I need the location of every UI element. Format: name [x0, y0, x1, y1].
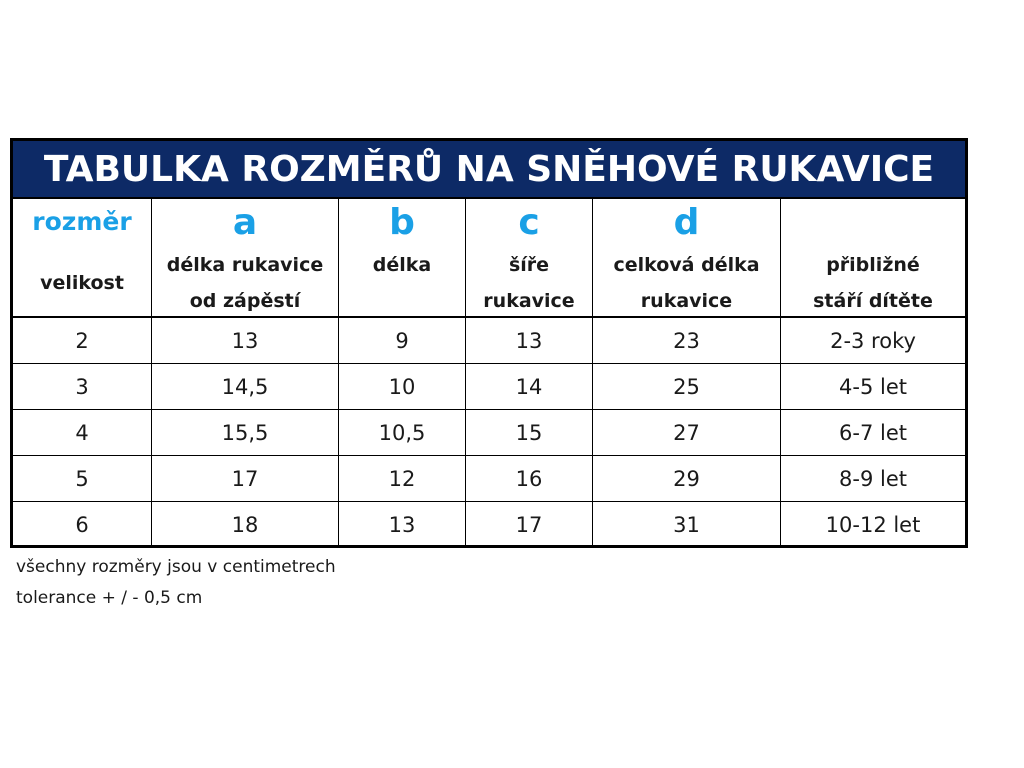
cell-value: 2 — [75, 328, 89, 353]
cell-value: 10,5 — [378, 420, 426, 445]
cell-d — [593, 318, 781, 363]
header-d-desc-line2: rukavice — [640, 290, 733, 312]
table-header-row — [13, 199, 965, 318]
table-row — [13, 502, 965, 548]
cell-value: 15,5 — [221, 420, 269, 445]
table-grid — [13, 199, 965, 545]
cell-c — [466, 410, 593, 455]
cell-age — [781, 410, 965, 455]
header-size-desc: velikost — [40, 272, 124, 294]
cell-value: 17 — [231, 466, 259, 491]
cell-age — [781, 318, 965, 363]
header-age-desc-line2: stáří dítěte — [813, 290, 933, 312]
cell-value: 13 — [515, 328, 543, 353]
cell-d — [593, 364, 781, 409]
header-cell-d — [593, 199, 781, 316]
cell-value: 27 — [673, 420, 700, 445]
cell-value: 18 — [231, 513, 259, 537]
cell-value: 4-5 let — [839, 374, 907, 399]
cell-value: 23 — [673, 328, 700, 353]
cell-size — [13, 364, 152, 409]
table-row — [13, 410, 965, 456]
header-cell-size — [13, 199, 152, 316]
header-c-desc-line1: šíře — [508, 254, 550, 276]
footnotes — [16, 552, 336, 614]
cell-value: 2-3 roky — [830, 328, 916, 353]
cell-b — [339, 410, 466, 455]
cell-c — [466, 456, 593, 501]
cell-c — [466, 502, 593, 548]
cell-a — [152, 364, 339, 409]
cell-value: 13 — [388, 513, 416, 537]
cell-age — [781, 502, 965, 548]
cell-a — [152, 410, 339, 455]
header-cell-a — [152, 199, 339, 316]
cell-value: 14 — [515, 374, 543, 399]
cell-a — [152, 456, 339, 501]
cell-value: 16 — [515, 466, 543, 491]
cell-value: 3 — [75, 374, 89, 399]
cell-b — [339, 318, 466, 363]
cell-size — [13, 318, 152, 363]
cell-a — [152, 318, 339, 363]
header-b-desc-line1: délka — [372, 254, 432, 276]
header-cell-c — [466, 199, 593, 316]
cell-value: 10-12 let — [825, 513, 921, 537]
header-a-desc-line2: od zápěstí — [189, 290, 301, 312]
cell-d — [593, 456, 781, 501]
cell-b — [339, 456, 466, 501]
footnote-units: všechny rozměry jsou v centimetrech — [16, 557, 336, 577]
cell-value: 12 — [388, 466, 416, 491]
cell-value: 13 — [231, 328, 259, 353]
cell-d — [593, 502, 781, 548]
cell-size — [13, 456, 152, 501]
header-age-desc-line1: přibližné — [826, 254, 920, 276]
table-row — [13, 456, 965, 502]
header-d-desc-line1: celková délka — [613, 254, 760, 276]
cell-value: 6 — [75, 513, 89, 537]
header-a-desc-line1: délka rukavice — [166, 254, 324, 276]
cell-size — [13, 502, 152, 548]
table-row — [13, 318, 965, 364]
table-title-bar — [13, 141, 965, 199]
cell-value: 31 — [673, 513, 700, 537]
cell-c — [466, 364, 593, 409]
cell-age — [781, 364, 965, 409]
cell-value: 29 — [673, 466, 700, 491]
header-letter-a: a — [232, 202, 258, 243]
cell-value: 4 — [75, 420, 89, 445]
cell-value: 5 — [75, 466, 89, 491]
size-table — [10, 138, 968, 548]
header-cell-age — [781, 199, 965, 316]
cell-value: 9 — [395, 328, 409, 353]
cell-value: 10 — [388, 374, 416, 399]
cell-value: 17 — [515, 513, 543, 537]
header-cell-b — [339, 199, 466, 316]
cell-b — [339, 502, 466, 548]
header-letter-b: b — [389, 202, 415, 243]
cell-value: 14,5 — [221, 374, 269, 399]
cell-value: 8-9 let — [839, 466, 907, 491]
header-c-desc-line2: rukavice — [483, 290, 575, 312]
cell-value: 15 — [515, 420, 543, 445]
cell-a — [152, 502, 339, 548]
cell-c — [466, 318, 593, 363]
table-row — [13, 364, 965, 410]
cell-b — [339, 364, 466, 409]
cell-size — [13, 410, 152, 455]
header-letter-d: d — [673, 202, 700, 243]
footnote-tolerance: tolerance + / - 0,5 cm — [16, 588, 203, 608]
header-letter-c: c — [518, 202, 540, 243]
cell-age — [781, 456, 965, 501]
cell-value: 25 — [673, 374, 700, 399]
cell-d — [593, 410, 781, 455]
cell-value: 6-7 let — [839, 420, 907, 445]
header-size-label: rozměr — [32, 207, 132, 236]
table-title: TABULKA ROZMĚRŮ NA SNĚHOVÉ RUKAVICE — [43, 148, 935, 190]
